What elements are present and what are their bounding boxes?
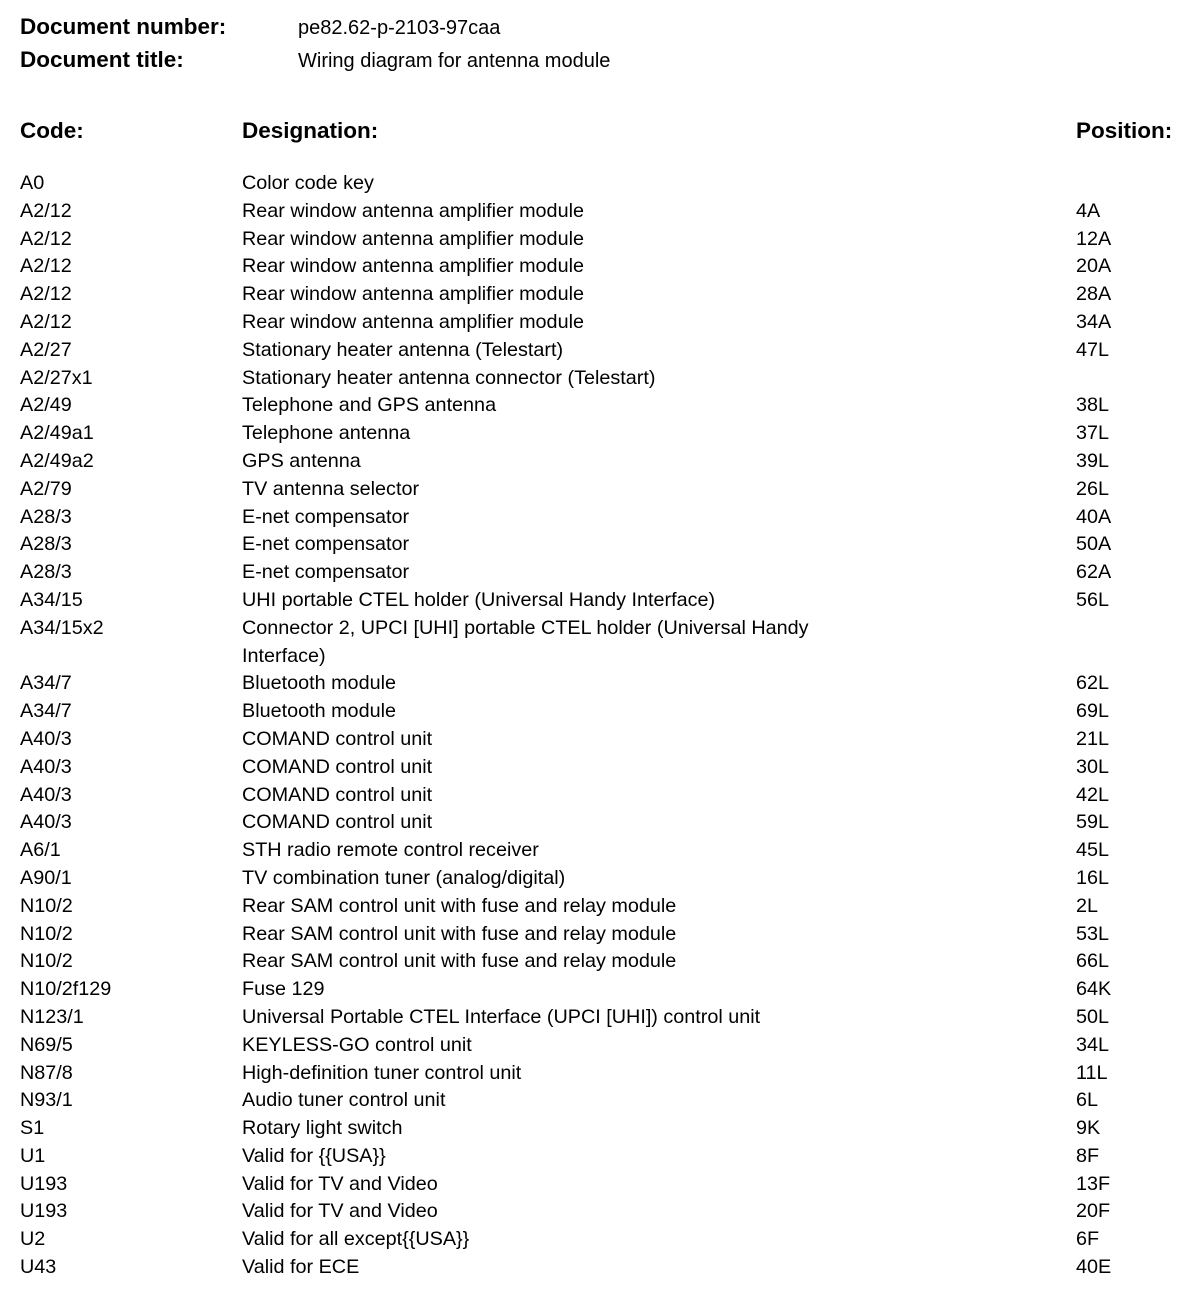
row-designation: Valid for all except{{USA}}: [242, 1228, 470, 1251]
row-designation: Universal Portable CTEL Interface (UPCI [UHI]) control unit: [242, 1005, 761, 1028]
row-code: U43: [20, 1256, 57, 1279]
row-designation: Telephone and GPS antenna: [242, 394, 497, 417]
row-position: 37L: [1076, 422, 1110, 445]
row-designation: Color code key: [242, 172, 374, 194]
table-row: [20, 559, 1190, 587]
row-designation: COMAND control unit: [242, 755, 433, 778]
row-designation: Telephone antenna: [242, 422, 411, 445]
component-table: [20, 170, 1190, 1282]
position-column-header: Position:: [1076, 118, 1173, 143]
table-header: [20, 118, 1190, 148]
row-code: A2/27: [20, 338, 72, 361]
row-designation: Rear SAM control unit with fuse and relay module: [242, 922, 677, 945]
row-designation: Rotary light switch: [242, 1117, 403, 1140]
row-designation: Connector 2, UPCI [UHI] portable CTEL holder (Universal Handy Interface): [242, 616, 809, 667]
row-position: 40A: [1076, 505, 1112, 528]
table-row: [20, 1198, 1190, 1226]
row-designation: Rear window antenna amplifier module: [242, 310, 584, 333]
row-position: 12A: [1076, 227, 1112, 250]
row-position: 66L: [1076, 950, 1110, 973]
row-code: A34/15: [20, 588, 83, 611]
row-code: A34/7: [20, 700, 72, 723]
table-row: [20, 253, 1190, 281]
table-row: [20, 698, 1190, 726]
table-row: [20, 1060, 1190, 1088]
code-column-header: Code:: [20, 118, 84, 143]
row-position: 40E: [1076, 1256, 1112, 1279]
document-number-label: Document number:: [20, 14, 227, 39]
row-code: S1: [20, 1117, 45, 1140]
row-code: U2: [20, 1228, 46, 1251]
row-code: U1: [20, 1144, 46, 1167]
row-code: A34/15x2: [20, 616, 104, 639]
row-position: 34A: [1076, 310, 1112, 333]
row-position: 34L: [1076, 1033, 1110, 1056]
table-row: [20, 476, 1190, 504]
row-designation: Rear SAM control unit with fuse and relay module: [242, 894, 677, 917]
table-row: [20, 865, 1190, 893]
table-row: [20, 420, 1190, 448]
row-code: A34/7: [20, 672, 72, 695]
row-code: U193: [20, 1172, 68, 1195]
row-position: 45L: [1076, 839, 1110, 862]
table-row: [20, 1087, 1190, 1115]
table-row: [20, 1004, 1190, 1032]
table-row: [20, 504, 1190, 532]
row-position: 56L: [1076, 588, 1110, 611]
row-position: 13F: [1076, 1172, 1111, 1195]
document-title-label: Document title:: [20, 47, 184, 72]
row-code: A2/49a1: [20, 422, 94, 445]
row-designation: COMAND control unit: [242, 727, 433, 750]
row-designation: STH radio remote control receiver: [242, 839, 539, 862]
row-designation: Bluetooth module: [242, 700, 396, 723]
row-position: 21L: [1076, 727, 1110, 750]
table-row: [20, 1226, 1190, 1254]
row-position: 62L: [1076, 672, 1110, 695]
row-position: 53L: [1076, 922, 1110, 945]
row-designation: Rear window antenna amplifier module: [242, 199, 584, 222]
table-row: [20, 1254, 1190, 1282]
row-designation: Valid for TV and Video: [242, 1172, 438, 1195]
row-code: N10/2: [20, 922, 73, 945]
table-row: [20, 587, 1190, 615]
row-code: N69/5: [20, 1033, 73, 1056]
row-position: 59L: [1076, 811, 1110, 834]
table-row: [20, 726, 1190, 754]
row-designation: E-net compensator: [242, 561, 410, 584]
table-row: [20, 754, 1190, 782]
row-code: N10/2: [20, 894, 73, 917]
row-position: 28A: [1076, 283, 1112, 306]
row-position: 39L: [1076, 449, 1110, 472]
table-row: [20, 392, 1190, 420]
table-row: [20, 281, 1190, 309]
row-designation: Valid for {{USA}}: [242, 1144, 386, 1167]
row-code: A2/12: [20, 255, 72, 278]
table-row: [20, 809, 1190, 837]
table-row: [20, 948, 1190, 976]
row-code: U193: [20, 1200, 68, 1223]
row-position: 9K: [1076, 1117, 1101, 1140]
row-designation: Rear window antenna amplifier module: [242, 283, 584, 306]
table-row: [20, 921, 1190, 949]
row-code: A2/12: [20, 227, 72, 250]
row-position: 6L: [1076, 1089, 1099, 1112]
row-position: 42L: [1076, 783, 1110, 806]
row-designation: E-net compensator: [242, 505, 410, 528]
row-code: A40/3: [20, 727, 72, 750]
row-position: 62A: [1076, 561, 1112, 584]
document-title-row: [20, 47, 610, 77]
row-code: A40/3: [20, 755, 72, 778]
table-row: [20, 670, 1190, 698]
row-designation: Audio tuner control unit: [242, 1089, 446, 1112]
table-row: [20, 1115, 1190, 1143]
row-designation: GPS antenna: [242, 449, 361, 472]
row-position: 64K: [1076, 978, 1112, 1001]
table-row: [20, 1171, 1190, 1199]
document-number-row: [20, 14, 500, 44]
row-code: N87/8: [20, 1061, 73, 1084]
row-designation: Bluetooth module: [242, 672, 396, 695]
row-position: 20A: [1076, 255, 1112, 278]
row-designation: UHI portable CTEL holder (Universal Handy Interface): [242, 588, 716, 611]
row-code: N93/1: [20, 1089, 73, 1112]
row-position: 20F: [1076, 1200, 1111, 1223]
row-code: N10/2: [20, 950, 73, 973]
row-position: 69L: [1076, 700, 1110, 723]
table-row: [20, 893, 1190, 921]
row-position: 38L: [1076, 394, 1110, 417]
row-designation: Rear SAM control unit with fuse and relay module: [242, 950, 677, 973]
row-code: N10/2f129: [20, 978, 112, 1001]
row-designation: TV combination tuner (analog/digital): [242, 866, 566, 889]
row-position: 30L: [1076, 755, 1110, 778]
table-row: [20, 337, 1190, 365]
row-position: 50L: [1076, 1005, 1110, 1028]
table-row: [20, 531, 1190, 559]
row-code: A2/79: [20, 477, 72, 500]
row-designation: E-net compensator: [242, 533, 410, 556]
row-code: A40/3: [20, 783, 72, 806]
row-code: A2/49a2: [20, 449, 94, 472]
row-position: 6F: [1076, 1228, 1100, 1251]
row-designation: Stationary heater antenna (Telestart): [242, 338, 564, 361]
row-code: A2/12: [20, 199, 72, 222]
row-designation: TV antenna selector: [242, 477, 420, 500]
row-designation: KEYLESS-GO control unit: [242, 1033, 472, 1056]
row-position: 4A: [1076, 199, 1101, 222]
row-designation: COMAND control unit: [242, 783, 433, 806]
table-row: [20, 365, 1190, 393]
row-position: 47L: [1076, 338, 1110, 361]
row-code: A2/12: [20, 283, 72, 306]
row-code: A2/27x1: [20, 366, 93, 389]
row-position: 16L: [1076, 866, 1110, 889]
table-row: [20, 782, 1190, 810]
row-designation: Valid for ECE: [242, 1256, 360, 1279]
table-row: [20, 976, 1190, 1004]
row-position: 26L: [1076, 477, 1110, 500]
row-code: A0: [20, 172, 45, 194]
table-row: [20, 837, 1190, 865]
table-row: [20, 448, 1190, 476]
row-code: A90/1: [20, 866, 72, 889]
row-designation: Rear window antenna amplifier module: [242, 255, 584, 278]
row-code: A40/3: [20, 811, 72, 834]
row-code: A6/1: [20, 839, 61, 862]
row-position: 50A: [1076, 533, 1112, 556]
row-designation: Valid for TV and Video: [242, 1200, 438, 1223]
row-designation: Fuse 129: [242, 978, 325, 1001]
table-row: [20, 1032, 1190, 1060]
table-row: [20, 198, 1190, 226]
table-row: [20, 1143, 1190, 1171]
row-designation: Stationary heater antenna connector (Telestart): [242, 366, 656, 389]
table-row: [20, 309, 1190, 337]
row-position: 8F: [1076, 1144, 1100, 1167]
row-code: N123/1: [20, 1005, 84, 1028]
row-code: A28/3: [20, 561, 72, 584]
row-code: A28/3: [20, 505, 72, 528]
table-row: [20, 615, 1190, 671]
table-row: [20, 170, 1190, 198]
row-code: A2/12: [20, 310, 72, 333]
document-title-value: Wiring diagram for antenna module: [298, 50, 611, 72]
row-code: A2/49: [20, 394, 72, 417]
designation-column-header: Designation:: [242, 118, 379, 143]
row-designation: Rear window antenna amplifier module: [242, 227, 584, 250]
row-designation: High-definition tuner control unit: [242, 1061, 522, 1084]
row-position: 11L: [1076, 1061, 1108, 1084]
document-number-value: pe82.62-p-2103-97caa: [298, 17, 501, 39]
row-designation: COMAND control unit: [242, 811, 433, 834]
table-row: [20, 226, 1190, 254]
row-position: 2L: [1076, 894, 1099, 917]
row-code: A28/3: [20, 533, 72, 556]
